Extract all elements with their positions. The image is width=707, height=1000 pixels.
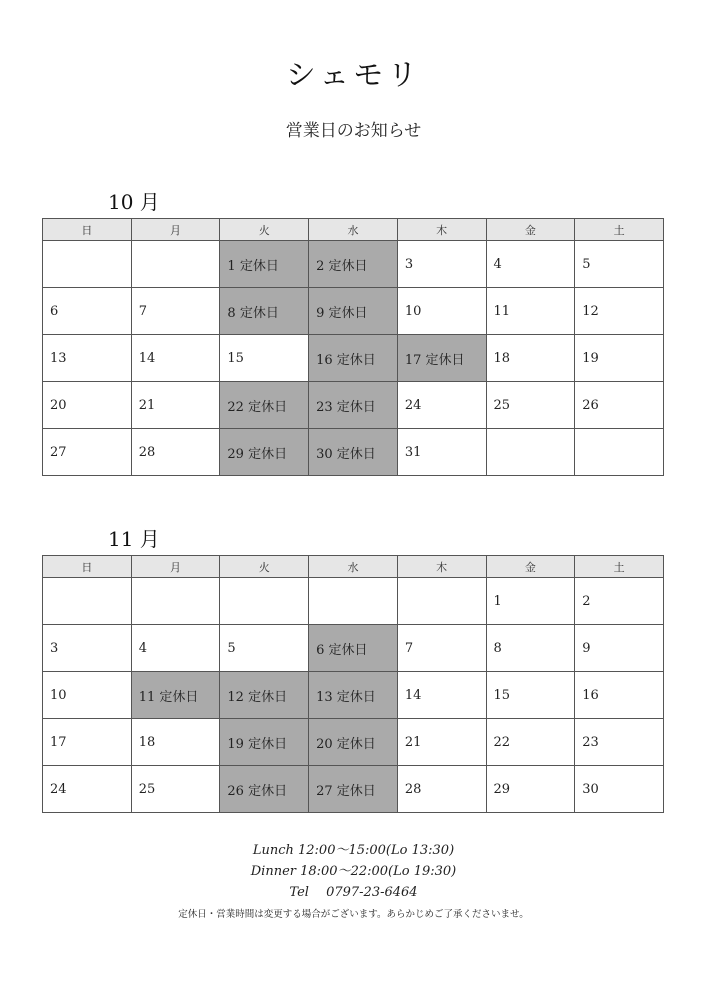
weekday-header: 金 (486, 556, 575, 578)
calendar-november (42, 555, 664, 813)
week-row (43, 578, 664, 625)
day-number: 25 (493, 397, 511, 413)
day-number: 2 (582, 593, 591, 609)
day-number: 22 (493, 734, 511, 750)
closed-day-cell (131, 672, 220, 719)
day-cell (575, 335, 664, 382)
day-number: 28 (404, 781, 422, 797)
day-cell (575, 288, 664, 335)
week-row (43, 766, 664, 813)
day-number: 27 (316, 783, 333, 799)
day-cell (131, 766, 220, 813)
day-number: 24 (404, 397, 422, 413)
closed-label: 定休日 (336, 446, 376, 462)
closed-label: 定休日 (239, 305, 279, 321)
day-number: 11 (493, 303, 511, 319)
day-number: 8 (227, 305, 236, 321)
day-cell (43, 766, 132, 813)
closed-label: 定休日 (328, 258, 368, 274)
closed-day-cell (309, 382, 398, 429)
week-row (43, 335, 664, 382)
day-number: 19 (582, 350, 599, 366)
day-cell (575, 578, 664, 625)
day-cell (575, 241, 664, 288)
day-number: 26 (582, 397, 599, 413)
closed-day-cell (309, 625, 398, 672)
weekday-header: 木 (397, 556, 486, 578)
weekday-header: 水 (309, 219, 398, 241)
day-cell (397, 719, 486, 766)
lunch-hours: Lunch 12:00～15:00(Lo 13:30) (252, 843, 455, 858)
weekday-header-row (43, 556, 664, 578)
closed-label: 定休日 (336, 689, 376, 705)
day-cell (486, 578, 575, 625)
closed-label: 定休日 (336, 736, 376, 752)
empty-cell (43, 578, 132, 625)
day-number: 17 (404, 352, 422, 368)
empty-cell (486, 429, 575, 476)
closed-day-cell (220, 382, 309, 429)
closed-label: 定休日 (328, 305, 368, 321)
closed-label: 定休日 (159, 689, 199, 705)
closed-label: 定休日 (248, 689, 288, 705)
day-cell (220, 625, 309, 672)
closed-label: 定休日 (336, 399, 376, 415)
day-number: 26 (227, 783, 244, 799)
closed-label: 定休日 (336, 783, 376, 799)
day-cell (397, 288, 486, 335)
day-number: 7 (404, 640, 414, 656)
footer (0, 840, 707, 920)
closed-day-cell (309, 672, 398, 719)
week-row (43, 382, 664, 429)
day-number: 31 (404, 444, 422, 460)
day-cell (486, 241, 575, 288)
day-cell (397, 241, 486, 288)
day-number: 15 (227, 350, 244, 366)
week-row (43, 719, 664, 766)
day-cell (486, 672, 575, 719)
day-number: 14 (404, 687, 422, 703)
day-cell (43, 382, 132, 429)
day-number: 5 (582, 256, 591, 272)
day-number: 17 (50, 734, 67, 750)
day-number: 30 (582, 781, 599, 797)
dinner-hours: Dinner 18:00～22:00(Lo 19:30) (250, 864, 457, 879)
day-number: 21 (138, 397, 156, 413)
day-number: 8 (493, 640, 502, 656)
closed-label: 定休日 (248, 783, 288, 799)
empty-cell (43, 241, 132, 288)
day-cell (397, 672, 486, 719)
weekday-header: 日 (43, 219, 132, 241)
day-number: 9 (316, 305, 325, 321)
day-number: 2 (316, 258, 325, 274)
closed-day-cell (309, 241, 398, 288)
calendar-october (42, 218, 664, 476)
day-number: 9 (582, 640, 591, 656)
day-cell (131, 429, 220, 476)
day-number: 19 (227, 736, 244, 752)
day-cell (575, 766, 664, 813)
closed-day-cell (220, 429, 309, 476)
week-row (43, 672, 664, 719)
day-number: 6 (50, 303, 59, 319)
day-number: 3 (404, 256, 414, 272)
closed-label: 定休日 (425, 352, 465, 368)
day-cell (397, 382, 486, 429)
day-number: 4 (493, 256, 502, 272)
closed-day-cell (397, 335, 486, 382)
weekday-header: 月 (131, 556, 220, 578)
day-cell (220, 335, 309, 382)
day-number: 14 (138, 350, 156, 366)
day-number: 23 (582, 734, 599, 750)
week-row (43, 241, 664, 288)
closed-label: 定休日 (248, 399, 288, 415)
day-cell (131, 382, 220, 429)
week-row (43, 429, 664, 476)
day-number: 18 (493, 350, 511, 366)
day-number: 23 (316, 399, 333, 415)
closed-day-cell (309, 288, 398, 335)
day-cell (131, 719, 220, 766)
day-number: 4 (138, 640, 147, 656)
weekday-header: 金 (486, 219, 575, 241)
day-cell (575, 672, 664, 719)
empty-cell (220, 578, 309, 625)
closed-label: 定休日 (239, 258, 279, 274)
day-number: 22 (227, 399, 244, 415)
weekday-header: 火 (220, 219, 309, 241)
day-number: 13 (50, 350, 67, 366)
day-number: 20 (316, 736, 333, 752)
closed-day-cell (220, 719, 309, 766)
footer-note: 定休日・営業時間は変更する場合がございます。あらかじめご了承くださいませ。 (178, 909, 529, 920)
day-cell (131, 625, 220, 672)
weekday-header: 水 (309, 556, 398, 578)
day-cell (486, 335, 575, 382)
weekday-header: 火 (220, 556, 309, 578)
weekday-header: 月 (131, 219, 220, 241)
weekday-header-row (43, 219, 664, 241)
day-number: 1 (227, 258, 236, 274)
day-number: 29 (227, 446, 244, 462)
weekday-header: 土 (575, 556, 664, 578)
empty-cell (131, 578, 220, 625)
empty-cell (397, 578, 486, 625)
month-label-november: 11 月 (108, 527, 160, 551)
day-number: 10 (50, 687, 67, 703)
day-number: 5 (227, 640, 236, 656)
closed-day-cell (309, 766, 398, 813)
closed-day-cell (220, 288, 309, 335)
day-number: 20 (50, 397, 67, 413)
day-cell (43, 429, 132, 476)
day-cell (131, 288, 220, 335)
page-subtitle: 営業日のお知らせ (285, 121, 422, 141)
day-number: 21 (404, 734, 422, 750)
week-row (43, 625, 664, 672)
day-number: 16 (316, 352, 333, 368)
day-cell (43, 625, 132, 672)
telephone: Tel 0797-23-6464 (289, 885, 418, 900)
closed-day-cell (220, 766, 309, 813)
day-number: 13 (316, 689, 333, 705)
day-number: 7 (138, 303, 147, 319)
weekday-header: 日 (43, 556, 132, 578)
empty-cell (575, 429, 664, 476)
day-number: 10 (404, 303, 422, 319)
day-number: 16 (582, 687, 599, 703)
day-cell (575, 719, 664, 766)
day-cell (486, 719, 575, 766)
day-number: 24 (50, 781, 67, 797)
month-label-october: 10 月 (108, 190, 160, 214)
day-cell (131, 335, 220, 382)
empty-cell (309, 578, 398, 625)
weekday-header: 土 (575, 219, 664, 241)
closed-day-cell (220, 672, 309, 719)
day-number: 30 (316, 446, 333, 462)
day-cell (43, 672, 132, 719)
closed-label: 定休日 (248, 736, 288, 752)
day-number: 15 (493, 687, 511, 703)
day-cell (486, 625, 575, 672)
closed-day-cell (309, 719, 398, 766)
week-row (43, 288, 664, 335)
day-number: 12 (582, 303, 599, 319)
closed-day-cell (309, 429, 398, 476)
day-cell (486, 288, 575, 335)
day-cell (486, 766, 575, 813)
empty-cell (131, 241, 220, 288)
day-cell (575, 625, 664, 672)
closed-label: 定休日 (248, 446, 288, 462)
day-cell (43, 335, 132, 382)
day-number: 27 (50, 444, 67, 460)
day-cell (575, 382, 664, 429)
day-cell (486, 382, 575, 429)
day-cell (43, 719, 132, 766)
shop-title: シェモリ (285, 58, 422, 93)
day-number: 11 (138, 689, 156, 705)
closed-day-cell (220, 241, 309, 288)
day-number: 29 (493, 781, 511, 797)
closed-day-cell (309, 335, 398, 382)
day-cell (397, 625, 486, 672)
weekday-header: 木 (397, 219, 486, 241)
day-number: 25 (138, 781, 156, 797)
day-cell (397, 429, 486, 476)
day-number: 3 (50, 640, 59, 656)
day-number: 12 (227, 689, 244, 705)
day-number: 6 (316, 642, 325, 658)
closed-label: 定休日 (328, 642, 368, 658)
day-cell (397, 766, 486, 813)
day-number: 1 (493, 593, 502, 609)
day-number: 28 (138, 444, 156, 460)
day-number: 18 (138, 734, 156, 750)
day-cell (43, 288, 132, 335)
closed-label: 定休日 (336, 352, 376, 368)
